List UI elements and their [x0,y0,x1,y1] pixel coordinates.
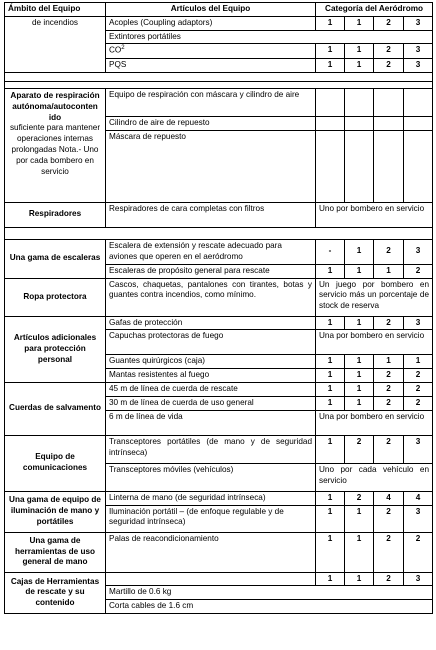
value-cell: 1 [316,316,345,330]
value-cell: 2 [374,532,404,572]
scope-cell: Una gama de herramientas de uso general de mano [5,532,106,572]
value-cell: 4 [374,491,404,505]
value-cell: 1 [316,532,345,572]
table-row [5,239,433,264]
note-cell: Una por bombero en servicio [316,410,433,435]
scope-cell: Ropa protectora [5,278,106,316]
note-cell: Una por bombero en servicio [316,330,433,355]
header-scope: Ámbito del Equipo [5,3,106,17]
table-row [5,383,433,397]
article-cell: Equipo de respiración con máscara y cilindro de aire [106,88,316,116]
scope-title-line: autónoma/autoconten [12,101,98,111]
scope-cell: Cuerdas de salvamento [5,383,106,436]
value-cell: 4 [404,491,433,505]
value-cell: 3 [404,572,433,586]
value-cell: 2 [374,369,404,383]
table-row [5,316,433,330]
value-cell: 1 [404,355,433,369]
article-cell: Escaleras de propósito general para rescate [106,264,316,278]
value-cell: 1 [316,44,345,59]
value-cell: 2 [404,532,433,572]
spacer-row [5,72,433,81]
value-cell: 2 [404,369,433,383]
value-cell: 1 [345,383,374,397]
table-row [5,532,433,572]
value-cell: 2 [404,264,433,278]
scope-title-line: Aparato de respiración [10,90,100,100]
value-cell: 2 [374,239,404,264]
value-cell: 1 [316,572,345,586]
article-cell: Respiradores de cara completas con filtros [106,202,316,227]
article-cell [106,44,316,59]
article-cell: Gafas de protección [106,316,316,330]
scope-cell: Equipo de comunicaciones [5,435,106,491]
value-cell: 1 [345,572,374,586]
value-cell: 1 [316,16,345,30]
value-cell: 1 [374,355,404,369]
value-cell: 1 [316,355,345,369]
value-cell: 1 [316,505,345,532]
value-cell: 1 [316,383,345,397]
value-cell: 2 [374,316,404,330]
value-cell: 2 [404,383,433,397]
header-articles: Artículos del Equipo [106,3,316,17]
article-cell: Acoples (Coupling adaptors) [106,16,316,30]
value-cell: 1 [316,435,345,463]
note-cell: Uno por bombero en servicio [316,202,433,227]
co2-subscript: 2 [121,45,125,52]
value-cell: 1 [374,264,404,278]
value-cell: 1 [345,16,374,30]
value-cell: 1 [345,532,374,572]
scope-cell [5,88,106,202]
table-header-row [5,3,433,17]
scope-cell: de incendios [5,16,106,72]
article-cell: Transceptores móviles (vehículos) [106,463,316,491]
article-cell: Transceptores portátiles (de mano y de seguridad intrínseca) [106,435,316,463]
article-cell [106,572,316,586]
value-cell: 1 [345,59,374,73]
article-cell: Guantes quirúrgicos (caja) [106,355,316,369]
value-cell: 1 [345,355,374,369]
value-cell: 3 [404,16,433,30]
value-cell: 1 [316,369,345,383]
scope-note: suficiente para mantener operaciones internas prolongadas Nota.- Uno por cada bombero en servicio [9,123,101,176]
table-row [5,435,433,463]
table-row [5,491,433,505]
article-cell: Corta cables de 1.6 cm [106,600,433,614]
value-cell: 3 [404,435,433,463]
spacer-row [5,227,433,239]
value-cell: 1 [316,396,345,410]
article-cell: Linterna de mano (de seguridad intrínseca) [106,491,316,505]
value-cell: 2 [345,435,374,463]
table-row [5,16,433,30]
value-cell: 2 [374,16,404,30]
scope-cell: Artículos adicionales para protección personal [5,316,106,382]
article-cell: PQS [106,59,316,73]
value-cell: - [316,239,345,264]
article-cell: Máscara de repuesto [106,130,316,202]
value-cell: 3 [404,316,433,330]
value-cell: 2 [374,435,404,463]
value-cell: 1 [345,44,374,59]
scope-cell: Cajas de Herramientas de rescate y su contenido [5,572,106,613]
note-cell: Un juego por bombero en servicio más un porcentaje de stock de reserva [316,278,433,316]
value-cell: 1 [345,505,374,532]
value-cell: 1 [345,396,374,410]
table-row [5,202,433,227]
value-cell: 2 [374,572,404,586]
article-cell: 45 m de línea de cuerda de rescate [106,383,316,397]
article-cell: Extintores portátiles [106,30,433,44]
article-cell: Cilindro de aire de repuesto [106,116,316,130]
article-cell: 6 m de línea de vida [106,410,316,435]
value-cell: 2 [404,396,433,410]
value-cell: 1 [345,239,374,264]
scope-title-line: ido [48,112,62,122]
article-cell: 30 m de línea de cuerda de uso general [106,396,316,410]
table-row [5,88,433,116]
article-cell: Palas de reacondicionamiento [106,532,316,572]
value-cell: 3 [404,505,433,532]
spacer-row [5,81,433,88]
value-cell: 2 [345,491,374,505]
value-cell: 1 [345,264,374,278]
note-cell: Uno por cada vehículo en servicio [316,463,433,491]
scope-cell: Una gama de escaleras [5,239,106,278]
value-cell: 2 [374,396,404,410]
article-cell: Capuchas protectoras de fuego [106,330,316,355]
value-cell: 2 [374,383,404,397]
value-cell: 3 [404,44,433,59]
article-cell: Iluminación portátil – (de enfoque regulable y de seguridad intrínseca) [106,505,316,532]
co2-text: CO [109,46,122,56]
value-cell: 3 [404,59,433,73]
value-cell: 1 [345,369,374,383]
article-cell: Martillo de 0.6 kg [106,586,433,600]
table-row [5,572,433,586]
table-row [5,278,433,316]
value-cell: 2 [374,505,404,532]
value-cell: 1 [345,316,374,330]
value-cell: 1 [316,264,345,278]
value-cell: 1 [316,59,345,73]
article-cell: Escalera de extensión y rescate adecuado para aviones que operen en el aeródromo [106,239,316,264]
value-cell: 2 [374,44,404,59]
scope-cell: Una gama de equipo de iluminación de mano y portátiles [5,491,106,532]
article-cell: Mantas resistentes al fuego [106,369,316,383]
value-cell: 1 [316,491,345,505]
article-cell: Cascos, chaquetas, pantalones con tirantes, botas y guantes contra incendios, como mínimo. [106,278,316,316]
scope-cell: Respiradores [5,202,106,227]
equipment-table [4,2,433,614]
header-category: Categoría del Aeródromo [316,3,433,17]
value-cell: 2 [374,59,404,73]
value-cell: 3 [404,239,433,264]
